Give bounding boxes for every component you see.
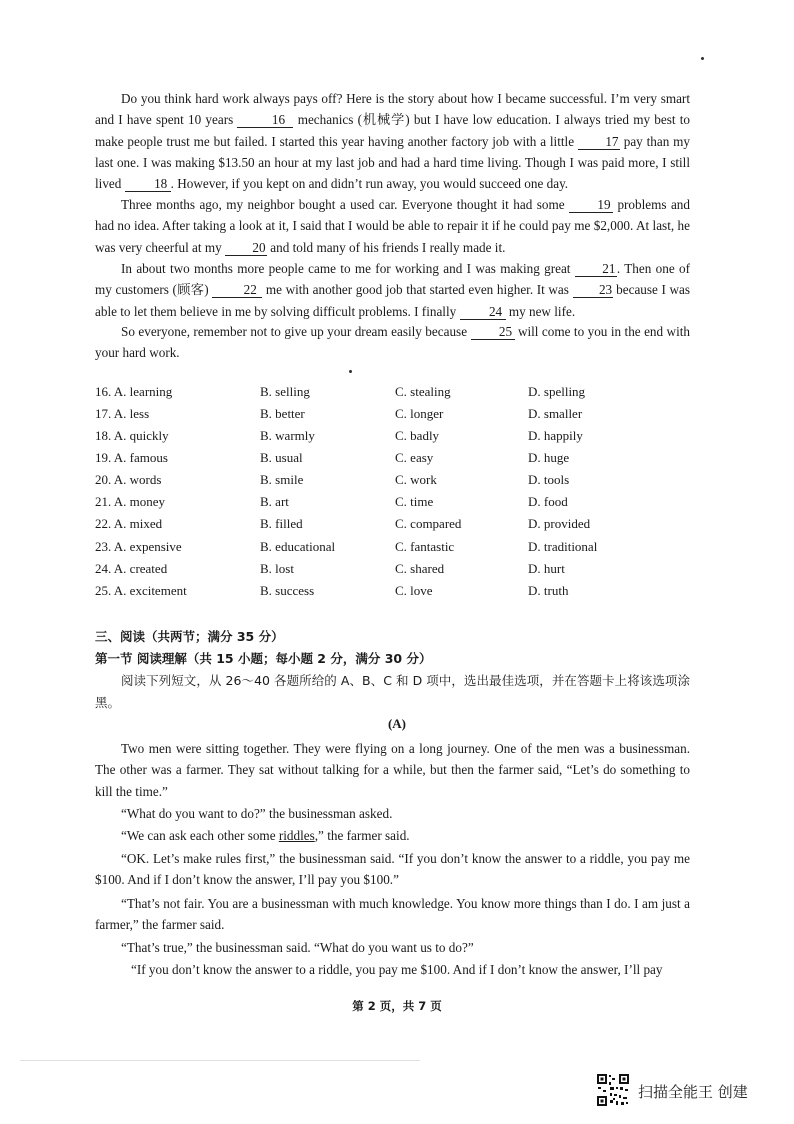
option-row: 25. A. excitement B. success C. love D. truth [95, 583, 569, 598]
option-row: 22. A. mixed B. filled C. compared D. provided [95, 516, 591, 531]
watermark-text: 扫描全能王 创建 [638, 1083, 748, 1101]
passage-paragraph: “If you don’t know the answer to a riddle, you pay me $100. And if I don’t know the answer, I’ll pay [131, 962, 663, 977]
blank-22: 22 [212, 282, 262, 298]
option-row: 21. A. money B. art C. time D. food [95, 494, 568, 509]
cloze-paragraph-1: Do you think hard work always pays off? Here is the story about how I became successful. I’m very smart and I have spent 10 years 16 mechanics (机械学) but I have low education. I always tried my best to make people trust me but failed. I started this year having another factory job with a little 17 pay than my last one. I was making $13.50 an hour at my last job and had a hard time living. Though I was paid more, I still lived 18 . However, if you kept on and didn’t run away, you would succeed one day. [95, 91, 690, 192]
blank-23: 23 [573, 282, 613, 298]
passage-paragraph: “OK. Let’s make rules first,” the businessman said. “If you don’t know the answer to a riddle, you pay me $100. And if I don’t know the answer, I’ll pay you $100.” [95, 851, 690, 888]
option-row: 16. A. learning B. selling C. stealing D. spelling [95, 384, 586, 399]
passage-paragraph: “We can ask each other some riddles,” the farmer said. [121, 828, 410, 843]
part-title: 第一节 阅读理解（共 15 小题；每小题 2 分，满分 30 分） [95, 651, 432, 666]
blank-24: 24 [460, 304, 506, 320]
option-row: 18. A. quickly B. warmly C. badly D. happily [95, 428, 583, 443]
page-footer: 第 2 页，共 7 页 [352, 999, 442, 1013]
blank-25: 25 [471, 324, 515, 340]
blank-19: 19 [569, 197, 613, 213]
blank-20: 20 [225, 240, 267, 256]
blank-16: 16 [237, 112, 293, 128]
passage-paragraph: Two men were sitting together. They were flying on a long journey. One of the men was a businessman. The other was a farmer. They sat without talking for a while, but then the farmer said, “Let’s do something to kill the time.” [95, 741, 690, 799]
passage-paragraph: “What do you want to do?” the businessman asked. [121, 806, 393, 821]
passage-label: (A) [387, 716, 407, 731]
scan-dot [349, 370, 352, 373]
option-row: 24. A. created B. lost C. shared D. hurt [95, 561, 565, 576]
cloze-paragraph-4: So everyone, remember not to give up your dream easily because 25 will come to you in the end with your hard work. [95, 324, 691, 361]
reading-instructions: 阅读下列短文，从 26～40 各题所给的 A、B、C 和 D 项中，选出最佳选项，并在答题卡上将该选项涂黑。 [95, 673, 690, 710]
scan-line [20, 1060, 420, 1061]
blank-18: 18 [125, 176, 171, 192]
blank-17: 17 [578, 134, 620, 150]
scan-dot [701, 57, 704, 60]
cloze-paragraph-3: In about two months more people came to me for working and I was making great 21. Then one of my customers (顾客) 22 me with another good job that started even higher. It was 23 because I was able to let them believe in me by solving difficult problems. I finally 24 my new life. [95, 261, 690, 319]
option-row: 20. A. words B. smile C. work D. tools [95, 472, 570, 487]
section-title: 三、阅读（共两节；满分 35 分） [95, 629, 284, 644]
qr-code-icon [596, 1073, 630, 1107]
blank-21: 21 [575, 261, 617, 277]
option-row: 17. A. less B. better C. longer D. smaller [95, 406, 583, 421]
underlined-word: riddles [278, 828, 315, 843]
cloze-paragraph-2: Three months ago, my neighbor bought a used car. Everyone thought it had some 19 problems and had no idea. After taking a look at it, I said that I would be able to repair it if he could pay me $2,000. At last, he was very cheerful at my 20 and told many of his friends I really made it. [95, 197, 690, 255]
option-row: 19. A. famous B. usual C. easy D. huge [95, 450, 570, 465]
option-row: 23. A. expensive B. educational C. fantastic D. traditional [95, 539, 598, 554]
passage-paragraph: “That’s true,” the businessman said. “What do you want us to do?” [121, 940, 474, 955]
passage-paragraph: “That’s not fair. You are a businessman with much knowledge. You know more things than I do. I am just a farmer,” the farmer said. [95, 896, 690, 933]
